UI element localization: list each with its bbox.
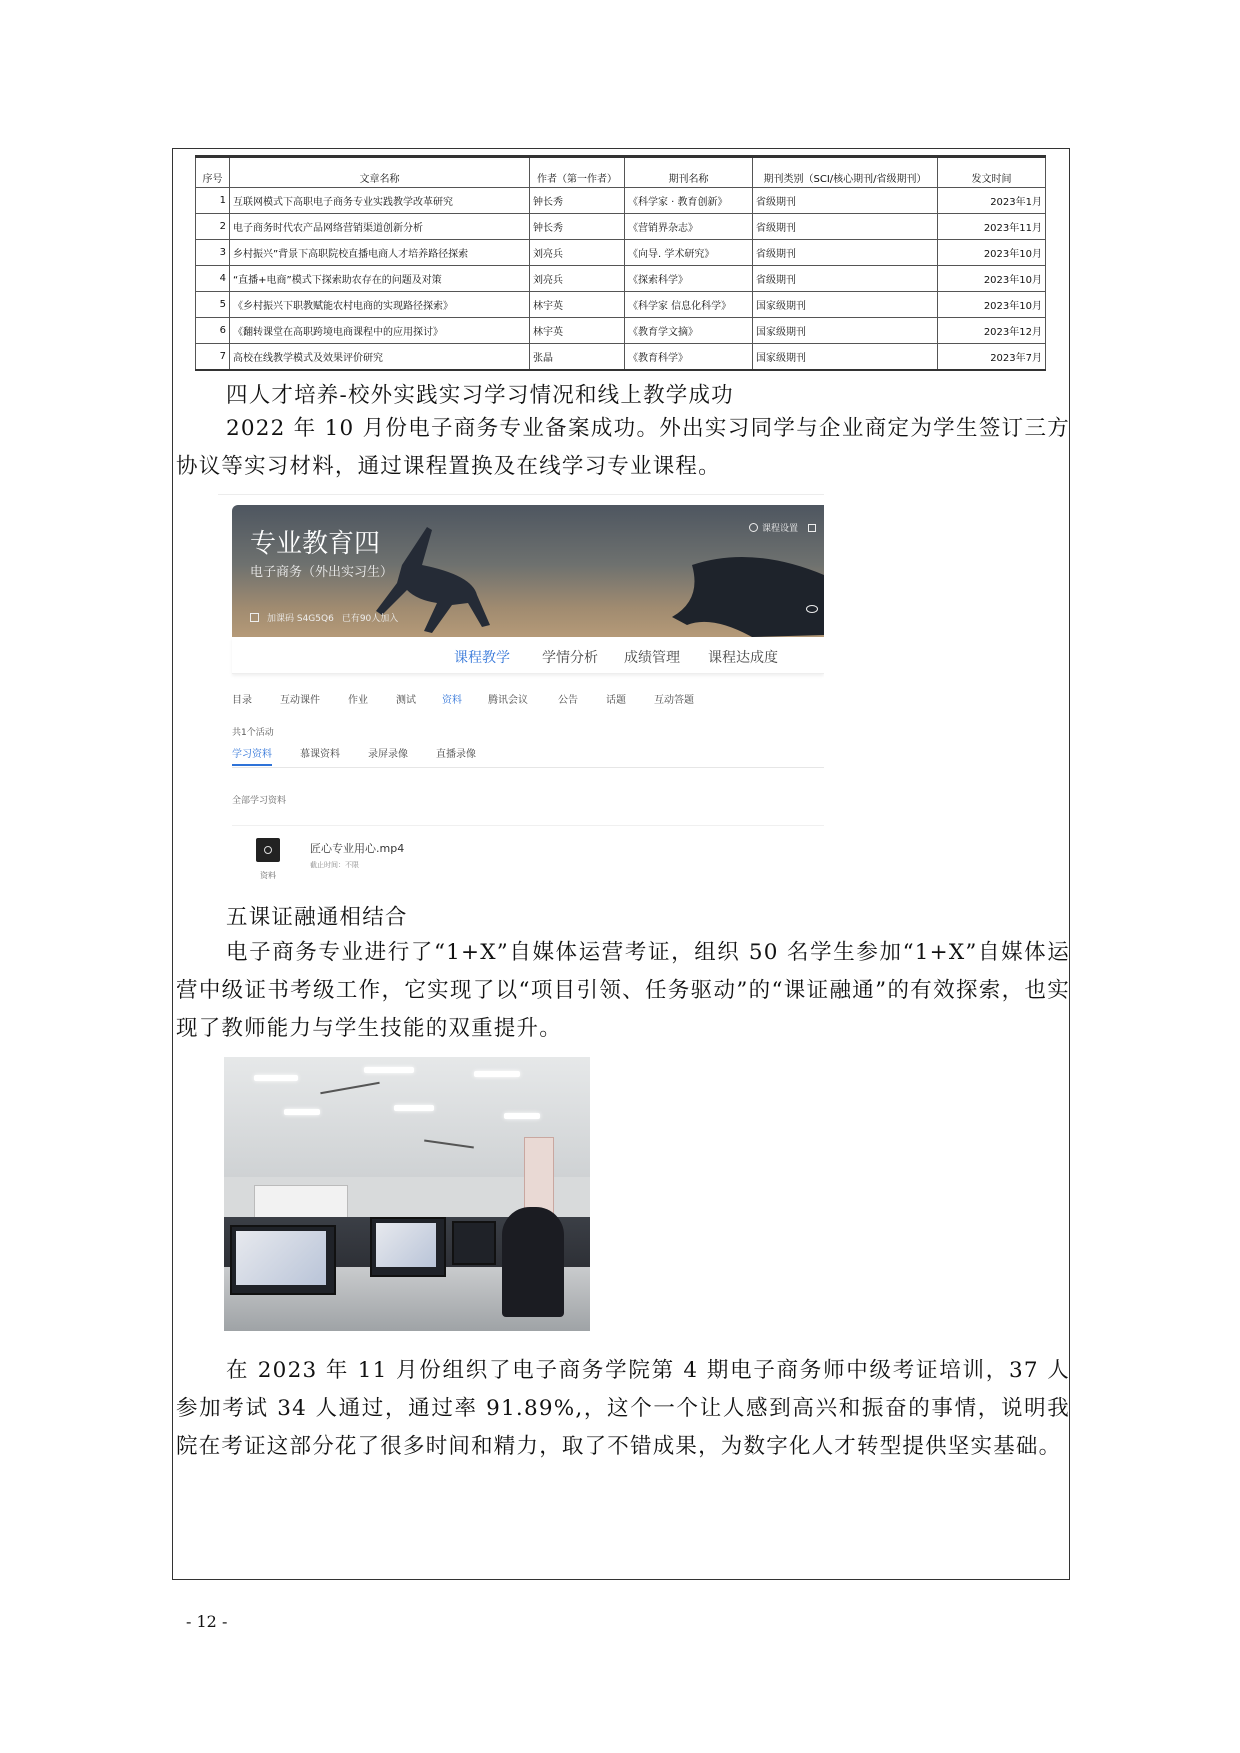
cell-author: 刘亮兵 bbox=[530, 266, 625, 292]
cell-journal: 《教育学文摘》 bbox=[625, 318, 753, 344]
cell-journal: 《向导. 学术研究》 bbox=[625, 240, 753, 266]
papers-table bbox=[195, 155, 1046, 371]
gear-icon bbox=[749, 523, 758, 532]
cell-date: 2023年10月 bbox=[938, 240, 1046, 266]
header-no: 序号 bbox=[196, 157, 230, 188]
cell-journal: 《科学家 · 教育创新》 bbox=[625, 188, 753, 214]
subtab-interactive-courseware[interactable]: 互动课件 bbox=[280, 695, 320, 706]
activity-count: 共1个活动 bbox=[232, 728, 274, 738]
cell-category: 省级期刊 bbox=[753, 240, 938, 266]
cell-date: 2023年12月 bbox=[938, 318, 1046, 344]
table-header-row bbox=[196, 157, 1046, 188]
cell-category: 国家级期刊 bbox=[753, 318, 938, 344]
cell-no: 1 bbox=[196, 188, 230, 214]
ceiling-light bbox=[394, 1105, 434, 1111]
cell-no: 2 bbox=[196, 214, 230, 240]
cell-date: 2023年11月 bbox=[938, 214, 1046, 240]
cell-no: 3 bbox=[196, 240, 230, 266]
classroom-photo bbox=[224, 1057, 590, 1331]
cell-author: 钟长秀 bbox=[530, 214, 625, 240]
subtab-catalog[interactable]: 目录 bbox=[232, 695, 252, 706]
cell-date: 2023年10月 bbox=[938, 266, 1046, 292]
header-journal: 期刊名称 bbox=[625, 157, 753, 188]
course-screenshot bbox=[218, 494, 824, 885]
header-author: 作者（第一作者） bbox=[530, 157, 625, 188]
file-type: 资料 bbox=[260, 871, 276, 880]
course-title: 专业教育四 bbox=[250, 529, 381, 559]
cell-title: 电子商务时代农产品网络营销渠道创新分析 bbox=[230, 214, 530, 240]
cell-journal: 《营销界杂志》 bbox=[625, 214, 753, 240]
restab-live-recordings[interactable]: 直播录像 bbox=[436, 749, 476, 760]
qr-code-icon bbox=[250, 613, 259, 622]
cell-category: 国家级期刊 bbox=[753, 292, 938, 318]
tab-course-achievement[interactable]: 课程达成度 bbox=[708, 650, 778, 666]
tab-grade-management[interactable]: 成绩管理 bbox=[624, 650, 680, 666]
cell-title: 高校在线教学模式及效果评价研究 bbox=[230, 344, 530, 371]
tab-learning-analysis[interactable]: 学情分析 bbox=[542, 650, 598, 666]
resource-tabs bbox=[232, 745, 824, 768]
eye-icon[interactable] bbox=[806, 605, 818, 613]
file-deadline: 截止时间：不限 bbox=[310, 861, 359, 869]
video-file-icon bbox=[256, 838, 280, 862]
subtab-announcement[interactable]: 公告 bbox=[558, 695, 578, 706]
table-row bbox=[196, 266, 1046, 292]
course-subtitle: 电子商务（外出实习生） bbox=[250, 565, 394, 580]
monitor-screen bbox=[236, 1231, 326, 1285]
cell-title: 《乡村振兴下职教赋能农村电商的实现路径探索》 bbox=[230, 292, 530, 318]
subtab-tencent-meeting[interactable]: 腾讯会议 bbox=[488, 695, 528, 706]
subtab-test[interactable]: 测试 bbox=[396, 695, 416, 706]
restab-study-materials[interactable]: 学习资料 bbox=[232, 745, 272, 766]
course-banner bbox=[232, 505, 824, 637]
table-row bbox=[196, 188, 1046, 214]
closing-paragraph: 在 2023 年 11 月份组织了电子商务学院第 4 期电子商务师中级考证培训，37 人参加考试 34 人通过，通过率 91.89%,，这个一个让人感到高兴和振奋的事情，说明我院在考证这部分花了很多时间和精力，取了不错成果，为数字化人才转型提供坚实基础。 bbox=[176, 1358, 1070, 1459]
student-silhouette bbox=[502, 1207, 564, 1317]
tab-course-teaching[interactable]: 课程教学 bbox=[454, 650, 510, 666]
cell-title: “直播+电商”模式下探索助农存在的问题及对策 bbox=[230, 266, 530, 292]
cell-category: 省级期刊 bbox=[753, 214, 938, 240]
cell-title: 《翻转课堂在高职跨境电商课程中的应用探讨》 bbox=[230, 318, 530, 344]
ceiling-light bbox=[254, 1075, 298, 1081]
cell-no: 5 bbox=[196, 292, 230, 318]
cell-author: 林宇英 bbox=[530, 292, 625, 318]
table-row bbox=[196, 240, 1046, 266]
course-settings-button[interactable] bbox=[749, 521, 816, 534]
file-card[interactable] bbox=[232, 825, 824, 885]
cell-journal: 《探索科学》 bbox=[625, 266, 753, 292]
subtab-topic[interactable]: 话题 bbox=[606, 695, 626, 706]
cell-author: 林宇英 bbox=[530, 318, 625, 344]
computer-monitor bbox=[230, 1225, 336, 1295]
edit-icon[interactable] bbox=[808, 524, 816, 532]
cell-author: 钟长秀 bbox=[530, 188, 625, 214]
cell-category: 省级期刊 bbox=[753, 266, 938, 292]
computer-monitor bbox=[370, 1217, 446, 1277]
subtab-homework[interactable]: 作业 bbox=[348, 695, 368, 706]
subtab-materials[interactable]: 资料 bbox=[442, 695, 462, 706]
table-row bbox=[196, 318, 1046, 344]
table-row bbox=[196, 214, 1046, 240]
header-title: 文章名称 bbox=[230, 157, 530, 188]
ceiling-light bbox=[504, 1113, 540, 1119]
header-date: 发文时间 bbox=[938, 157, 1046, 188]
section4-heading: 四人才培养-校外实践实习学习情况和线上教学成功 bbox=[226, 383, 734, 408]
table-row bbox=[196, 292, 1046, 318]
cell-category: 国家级期刊 bbox=[753, 344, 938, 371]
cell-date: 2023年1月 bbox=[938, 188, 1046, 214]
join-code: 加课码 S4G5Q6 bbox=[267, 614, 334, 624]
cell-journal: 《教育科学》 bbox=[625, 344, 753, 371]
cell-author: 刘亮兵 bbox=[530, 240, 625, 266]
cell-no: 7 bbox=[196, 344, 230, 371]
restab-screen-recordings[interactable]: 录屏录像 bbox=[368, 749, 408, 760]
section5-paragraph: 电子商务专业进行了“1+X”自媒体运营考证，组织 50 名学生参加“1+X”自媒体运营中级证书考级工作，它实现了以“项目引领、任务驱动”的“课证融通”的有效探索，也实现了教师能力与学生技能的双重提升。 bbox=[176, 940, 1070, 1041]
cell-no: 4 bbox=[196, 266, 230, 292]
cell-journal: 《科学家 信息化科学》 bbox=[625, 292, 753, 318]
cell-date: 2023年7月 bbox=[938, 344, 1046, 371]
ceiling-light bbox=[284, 1109, 320, 1115]
course-main-tabs bbox=[232, 637, 824, 674]
restab-mooc-materials[interactable]: 慕课资料 bbox=[300, 749, 340, 760]
cell-title: 乡村振兴”背景下高职院校直播电商人才培养路径探索 bbox=[230, 240, 530, 266]
cell-category: 省级期刊 bbox=[753, 188, 938, 214]
section5-heading: 五课证融通相结合 bbox=[226, 905, 408, 930]
ceiling-light bbox=[474, 1071, 520, 1077]
header-category: 期刊类别（SCI/核心期刊/省级期刊） bbox=[753, 157, 938, 188]
section4-paragraph: 2022 年 10 月份电子商务专业备案成功。外出实习同学与企业商定为学生签订三方协议等实习材料，通过课程置换及在线学习专业课程。 bbox=[176, 416, 1070, 479]
cell-title: 互联网模式下高职电子商务专业实践教学改革研究 bbox=[230, 188, 530, 214]
page-number: - 12 - bbox=[186, 1612, 228, 1631]
table-row bbox=[196, 344, 1046, 371]
subtab-interactive-quiz[interactable]: 互动答题 bbox=[654, 695, 694, 706]
computer-monitor bbox=[452, 1221, 496, 1265]
cell-author: 张晶 bbox=[530, 344, 625, 371]
join-info bbox=[250, 611, 398, 624]
cell-date: 2023年10月 bbox=[938, 292, 1046, 318]
course-settings-label: 课程设置 bbox=[761, 524, 798, 534]
ceiling-light bbox=[364, 1067, 414, 1073]
file-name[interactable]: 匠心专业用心.mp4 bbox=[310, 842, 405, 855]
joined-count: 已有90人加入 bbox=[341, 614, 399, 624]
cell-no: 6 bbox=[196, 318, 230, 344]
monitor-screen bbox=[376, 1223, 436, 1267]
all-materials-label: 全部学习资料 bbox=[232, 796, 287, 806]
